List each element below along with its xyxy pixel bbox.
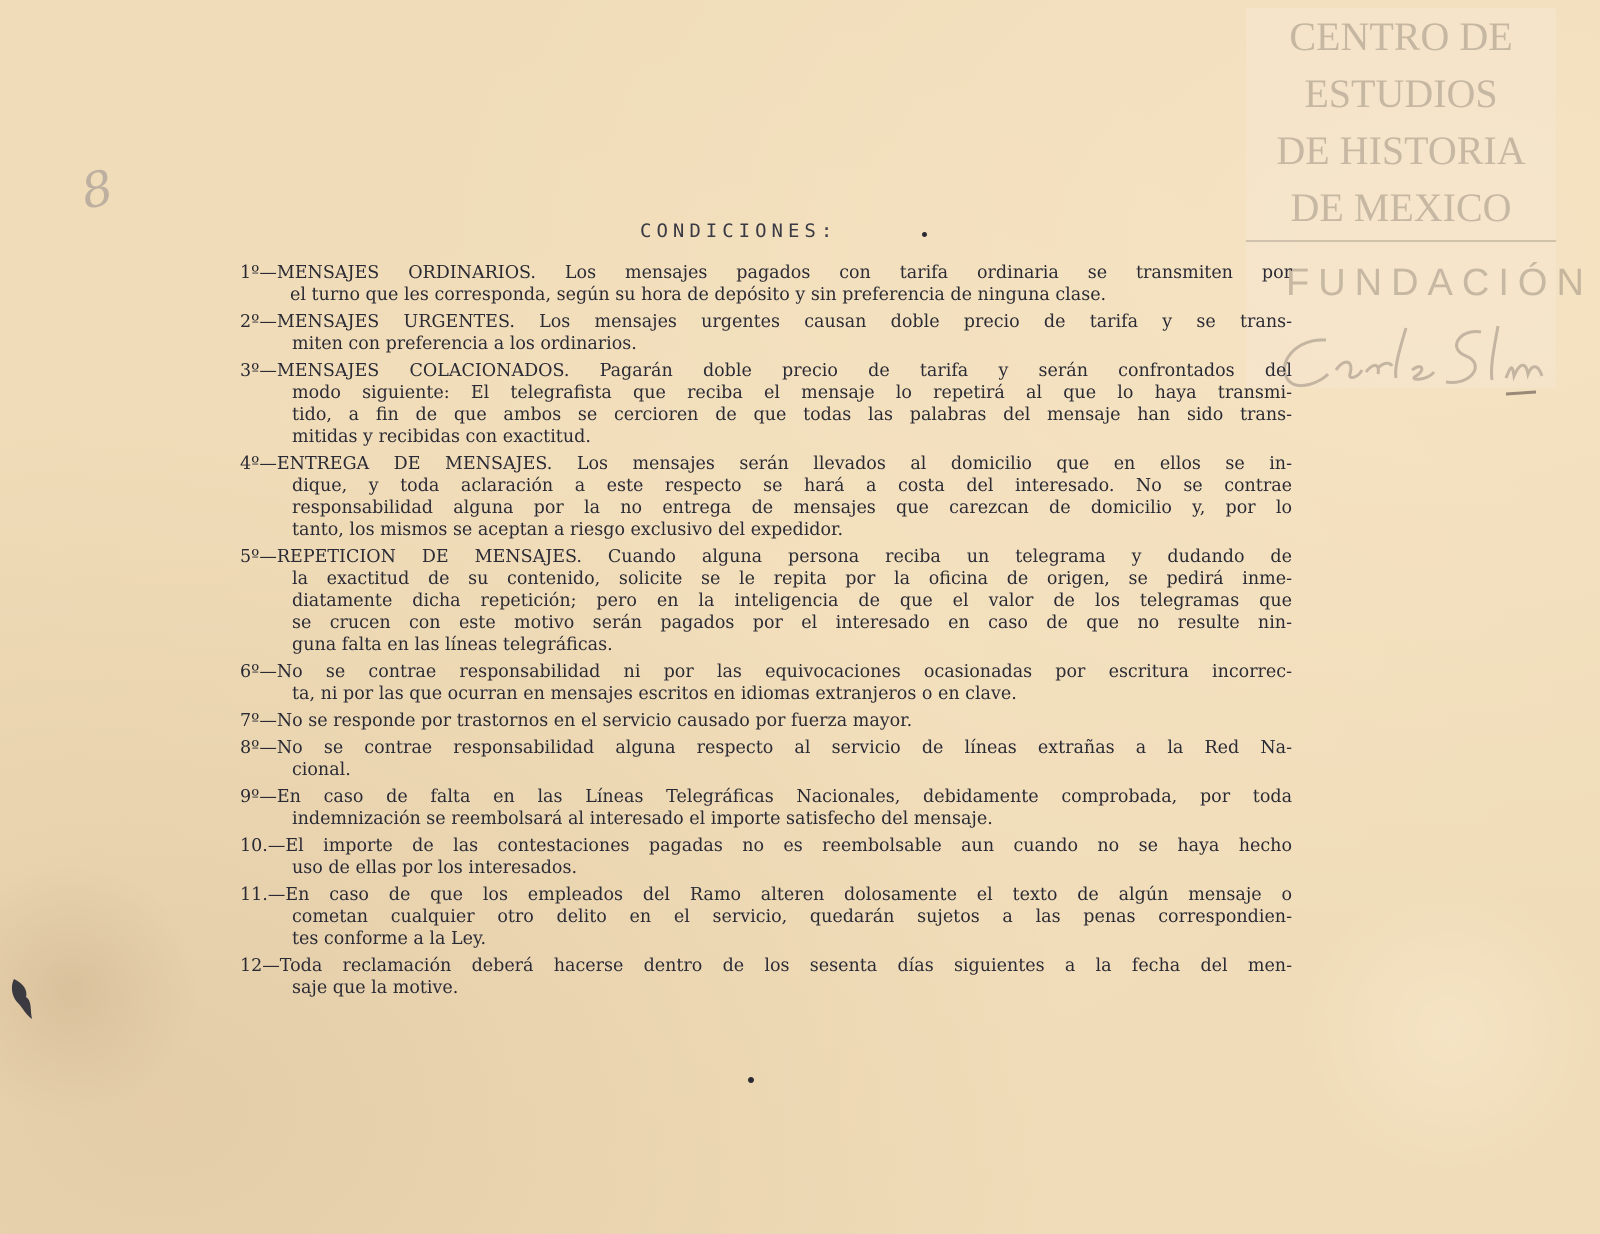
- clause-10: [240, 835, 1292, 879]
- handwritten-page-mark: 8: [76, 159, 119, 221]
- clause-3: [240, 360, 1292, 448]
- ink-blot: [8, 975, 38, 1023]
- clause-line: tido, a fin de que ambos se cercioren de que todas las palabras del mensaje han sido trans-: [292, 405, 1292, 425]
- clause-9: [240, 786, 1292, 830]
- clause-line: guna falta en las líneas telegráficas.: [292, 635, 613, 655]
- watermark-line: DE HISTORIA: [1276, 128, 1526, 173]
- watermark-line: DE MEXICO: [1290, 185, 1512, 230]
- conditions-list: [240, 262, 1292, 1004]
- clause-line: 4º—ENTREGA DE MENSAJES. Los mensajes serán llevados al domicilio que en ellos se in-: [240, 454, 1292, 474]
- clause-line: la exactitud de su contenido, solicite se le repita por la oficina de origen, se pedirá inme-: [292, 569, 1292, 589]
- clause-12: [240, 955, 1292, 999]
- clause-line: 2º—MENSAJES URGENTES. Los mensajes urgentes causan doble precio de tarifa y se trans-: [240, 312, 1292, 332]
- clause-5: [240, 546, 1292, 656]
- clause-line: 10.—El importe de las contestaciones pagadas no es reembolsable aun cuando no se haya hecho: [240, 836, 1292, 856]
- clause-line: tes conforme a la Ley.: [292, 929, 487, 949]
- clause-8: [240, 737, 1292, 781]
- clause-line: responsabilidad alguna por la no entrega de mensajes que carezcan de domicilio y, por lo: [292, 498, 1292, 518]
- ink-dot: [748, 1077, 754, 1083]
- clause-line: se crucen con este motivo serán pagados por el interesado en caso de que no resulte nin-: [292, 613, 1292, 633]
- watermark-foundation: FUNDACIÓN: [1286, 262, 1593, 304]
- watermark-line: CENTRO DE: [1289, 14, 1513, 59]
- clause-line: indemnización se reembolsará al interesado el importe satisfecho del mensaje.: [292, 809, 993, 829]
- clause-1: [240, 262, 1292, 306]
- clause-line: 3º—MENSAJES COLACIONADOS. Pagarán doble precio de tarifa y serán confrontados del: [240, 361, 1292, 381]
- clause-4: [240, 453, 1292, 541]
- clause-line: 9º—En caso de falta en las Líneas Telegráficas Nacionales, debidamente comprobada, por toda: [240, 787, 1292, 807]
- clause-6: [240, 661, 1292, 705]
- clause-line: tanto, los mismos se aceptan a riesgo exclusivo del expedidor.: [292, 520, 844, 540]
- clause-2: [240, 311, 1292, 355]
- watermark-divider: [1246, 240, 1556, 242]
- clause-line: el turno que les corresponda, según su hora de depósito y sin preferencia de ninguna clase.: [290, 285, 1107, 305]
- paper-stain: [1300, 880, 1600, 1180]
- clause-line: modo siguiente: El telegrafista que reciba el mensaje lo repetirá al que lo haya transmi-: [292, 383, 1292, 403]
- conditions-title: CONDICIONES:: [640, 220, 838, 242]
- clause-line: dique, y toda aclaración a este respecto se hará a costa del interesado. No se contrae: [292, 476, 1292, 496]
- clause-line: miten con preferencia a los ordinarios.: [292, 334, 637, 354]
- archive-watermark: [1246, 8, 1593, 388]
- clause-line: 11.—En caso de que los empleados del Ramo alteren dolosamente el texto de algún mensaje o: [240, 885, 1292, 905]
- clause-line: diatamente dicha repetición; pero en la inteligencia de que el valor de los telegramas que: [292, 591, 1292, 611]
- clause-line: 5º—REPETICION DE MENSAJES. Cuando alguna persona reciba un telegrama y dudando de: [240, 547, 1292, 567]
- clause-line: cometan cualquier otro delito en el servicio, quedarán sujetos a las penas correspondien-: [292, 907, 1292, 927]
- clause-line: 7º—No se responde por trastornos en el servicio causado por fuerza mayor.: [240, 711, 913, 731]
- clause-7: [240, 710, 1292, 732]
- clause-line: mitidas y recibidas con exactitud.: [292, 427, 591, 447]
- clause-line: cional.: [292, 760, 351, 780]
- watermark-line: ESTUDIOS: [1304, 71, 1498, 116]
- clause-line: uso de ellas por los interesados.: [292, 858, 578, 878]
- title-dot: [922, 232, 927, 237]
- signature-logo: [1266, 318, 1556, 398]
- clause-line: 6º—No se contrae responsabilidad ni por las equivocaciones ocasionadas por escritura incorrec-: [240, 662, 1292, 682]
- clause-line: ta, ni por las que ocurran en mensajes escritos en idiomas extranjeros o en clave.: [292, 684, 1017, 704]
- clause-line: 12—Toda reclamación deberá hacerse dentro de los sesenta días siguientes a la fecha del men-: [240, 956, 1292, 976]
- clause-11: [240, 884, 1292, 950]
- clause-line: 8º—No se contrae responsabilidad alguna respecto al servicio de líneas extrañas a la Red Na-: [240, 738, 1292, 758]
- clause-line: saje que la motive.: [292, 978, 459, 998]
- clause-line: 1º—MENSAJES ORDINARIOS. Los mensajes pagados con tarifa ordinaria se transmiten por: [240, 263, 1292, 283]
